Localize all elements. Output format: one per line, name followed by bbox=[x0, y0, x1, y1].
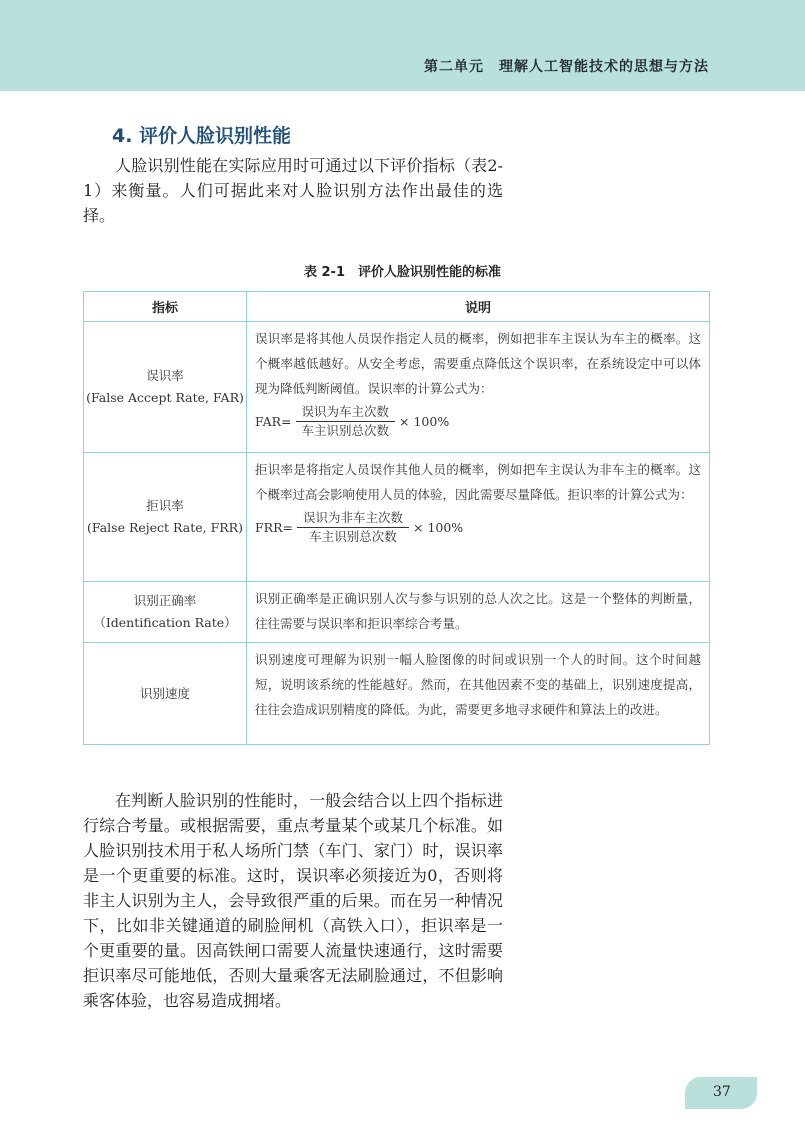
description-cell bbox=[247, 582, 710, 643]
metric-name: 拒识率 bbox=[146, 498, 184, 513]
formula-lhs: FAR= bbox=[255, 414, 292, 429]
closing-paragraph: 在判断人脸识别的性能时，一般会结合以上四个指标进行综合考量。或根据需要，重点考量某个或某几个标准。如人脸识别技术用于私人场所门禁（车门、家门）时，误识率是一个更重要的标准。这时，误识率必须接近为0，否则将非主人识别为主人，会导致很严重的后果。而在另一种情况下，比如非关键通道的刷脸闸机（高铁入口），拒识率是一个更重要的量。因高铁闸口需要人流量快速通行，这时需要拒识率尽可能地低，否则大量乘客无法刷脸通过，不但影响乘客体验，也容易造成拥堵。 bbox=[83, 791, 503, 1010]
table-row bbox=[84, 643, 710, 745]
formula-numerator: 误识为车主次数 bbox=[296, 403, 396, 422]
formula-lhs: FRR= bbox=[255, 520, 293, 535]
criteria-table bbox=[83, 291, 710, 745]
formula-fraction bbox=[297, 509, 409, 546]
formula-suffix: × 100% bbox=[399, 414, 450, 429]
metric-description: 识别正确率是正确识别人次与参与识别的总人次之比。这是一个整体的判断量，往往需要与误识率和拒识率综合考量。 bbox=[255, 591, 701, 631]
metric-name: 识别速度 bbox=[139, 685, 190, 701]
metric-english: (False Accept Rate, FAR) bbox=[86, 390, 244, 405]
formula-fraction bbox=[296, 403, 396, 440]
metric-cell bbox=[84, 582, 247, 643]
table-header-row bbox=[84, 292, 710, 322]
metric-description: 拒识率是将指定人员误作其他人员的概率，例如把车主误认为非车主的概率。这个概率过高会影响使用人员的体验，因此需要尽量降低。拒识率的计算公式为： bbox=[255, 462, 701, 502]
metric-cell bbox=[84, 322, 247, 453]
metric-cell bbox=[84, 453, 247, 582]
formula-numerator: 误识为非车主次数 bbox=[297, 509, 409, 528]
metric-cell bbox=[84, 643, 247, 745]
metric-name: 识别正确率 bbox=[133, 593, 197, 608]
metric-name: 误识率 bbox=[146, 368, 184, 383]
formula-suffix: × 100% bbox=[413, 520, 464, 535]
table-row bbox=[84, 582, 710, 643]
metric-header: 指标 bbox=[84, 292, 247, 322]
header-band bbox=[0, 0, 805, 91]
description-cell bbox=[247, 322, 710, 453]
formula-denominator: 车主识别总次数 bbox=[301, 423, 390, 438]
description-cell bbox=[247, 643, 710, 745]
formula-denominator: 车主识别总次数 bbox=[309, 529, 397, 544]
far-formula bbox=[255, 403, 701, 440]
table-row bbox=[84, 322, 710, 453]
metric-english: (False Reject Rate, FRR) bbox=[87, 520, 243, 535]
unit-title: 第二单元 理解人工智能技术的思想与方法 bbox=[424, 59, 709, 75]
section-heading: 4. 评价人脸识别性能 bbox=[112, 125, 292, 147]
intro-paragraph: 人脸识别性能在实际应用时可通过以下评价指标（表2-1）来衡量。人们可据此来对人脸识别方法作出最佳的选择。 bbox=[83, 156, 503, 225]
page-number: 37 bbox=[713, 1084, 731, 1100]
frr-formula bbox=[255, 509, 701, 546]
table-caption: 表 2-1 评价人脸识别性能的标准 bbox=[303, 265, 501, 280]
metric-description: 识别速度可理解为识别一幅人脸图像的时间或识别一个人的时间。这个时间越短，说明该系统的性能越好。然而，在其他因素不变的基础上，识别速度提高，往往会造成识别精度的降低。为此，需要更多地寻求硬件和算法上的改进。 bbox=[255, 652, 701, 717]
description-cell bbox=[247, 453, 710, 582]
metric-description: 误识率是将其他人员误作指定人员的概率，例如把非车主误认为车主的概率。这个概率越低越好。从安全考虑，需要重点降低这个误识率，在系统设定中可以体现为降低判断阈值。误识率的计算公式为： bbox=[255, 331, 701, 396]
description-header: 说明 bbox=[247, 292, 710, 322]
metric-english: （Identification Rate） bbox=[93, 615, 237, 630]
table-row bbox=[84, 453, 710, 582]
